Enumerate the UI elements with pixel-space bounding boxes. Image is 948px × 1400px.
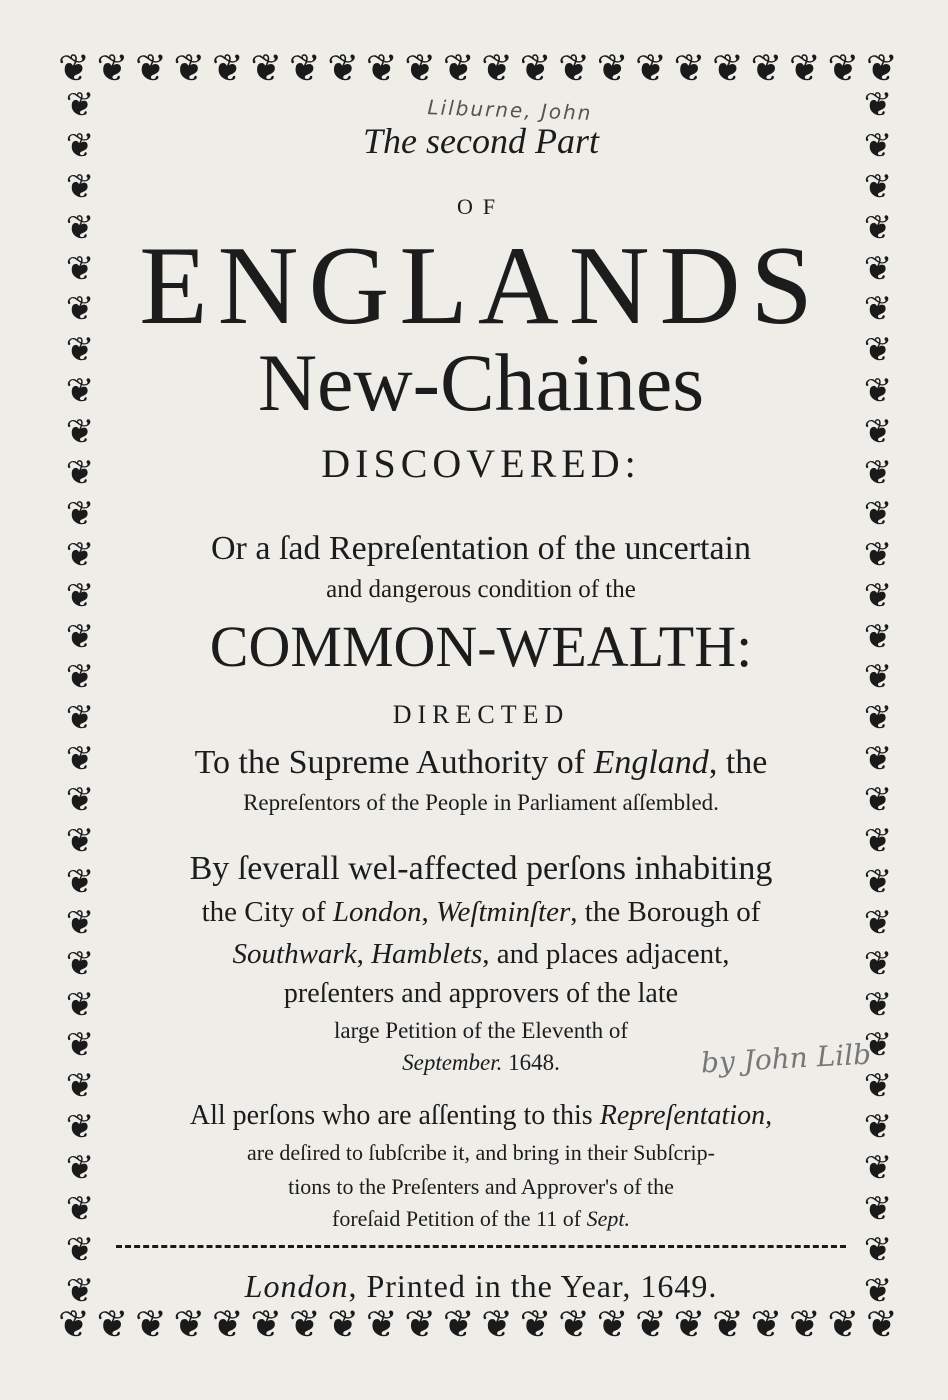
fleuron-ornament-icon: ❦ bbox=[96, 1302, 129, 1346]
fleuron-ornament-icon: ❦ bbox=[65, 657, 95, 698]
fleuron-ornament-icon: ❦ bbox=[863, 289, 893, 330]
fleuron-ornament-icon: ❦ bbox=[788, 46, 821, 90]
fleuron-ornament-icon: ❦ bbox=[65, 493, 95, 534]
fleuron-ornament-icon: ❦ bbox=[65, 248, 95, 289]
fleuron-ornament-icon: ❦ bbox=[211, 46, 244, 90]
fleuron-ornament-icon: ❦ bbox=[596, 46, 629, 90]
fleuron-ornament-icon: ❦ bbox=[863, 1025, 893, 1066]
fleuron-ornament-icon: ❦ bbox=[863, 943, 893, 984]
fleuron-ornament-icon: ❦ bbox=[863, 166, 893, 207]
directed-line-supreme-authority: To the Supreme Authority of England, the bbox=[194, 744, 768, 781]
fleuron-ornament-icon: ❦ bbox=[827, 46, 860, 90]
appeal-line-2: are deſired to ſubſcribe it, and bring in their Subſcrip- bbox=[247, 1140, 715, 1165]
fleuron-ornament-icon: ❦ bbox=[863, 984, 893, 1025]
directed-heading: DIRECTED bbox=[392, 700, 570, 729]
fleuron-ornament-icon: ❦ bbox=[65, 902, 95, 943]
ornamental-border-right bbox=[852, 88, 904, 1308]
fleuron-ornament-icon: ❦ bbox=[65, 1148, 95, 1189]
fleuron-ornament-icon: ❦ bbox=[863, 657, 893, 698]
fleuron-ornament-icon: ❦ bbox=[863, 821, 893, 862]
fleuron-ornament-icon: ❦ bbox=[65, 780, 95, 821]
fleuron-ornament-icon: ❦ bbox=[863, 248, 893, 289]
fleuron-ornament-icon: ❦ bbox=[519, 46, 552, 90]
fleuron-ornament-icon: ❦ bbox=[65, 984, 95, 1025]
fleuron-ornament-icon: ❦ bbox=[327, 46, 360, 90]
fleuron-ornament-icon: ❦ bbox=[673, 1302, 706, 1346]
fleuron-ornament-icon: ❦ bbox=[863, 698, 893, 739]
fleuron-ornament-icon: ❦ bbox=[750, 46, 783, 90]
divider-rule bbox=[116, 1245, 846, 1248]
fleuron-ornament-icon: ❦ bbox=[863, 1066, 893, 1107]
fleuron-ornament-icon: ❦ bbox=[65, 207, 95, 248]
fleuron-ornament-icon: ❦ bbox=[863, 493, 893, 534]
fleuron-ornament-icon: ❦ bbox=[635, 1302, 667, 1346]
fleuron-ornament-icon: ❦ bbox=[863, 1189, 893, 1230]
title-line-englands: ENGLANDS bbox=[139, 224, 823, 348]
fleuron-ornament-icon: ❦ bbox=[134, 1302, 167, 1346]
fleuron-ornament-icon: ❦ bbox=[65, 1229, 95, 1270]
fleuron-ornament-icon: ❦ bbox=[250, 46, 283, 90]
fleuron-ornament-icon: ❦ bbox=[863, 616, 893, 657]
fleuron-ornament-icon: ❦ bbox=[65, 1107, 95, 1148]
fleuron-ornament-icon: ❦ bbox=[65, 616, 95, 657]
fleuron-ornament-icon: ❦ bbox=[865, 1302, 898, 1346]
fleuron-ornament-icon: ❦ bbox=[558, 1302, 590, 1346]
authors-line-3: Southwark, Hamblets, and places adjacent, bbox=[232, 938, 730, 970]
fleuron-ornament-icon: ❦ bbox=[65, 821, 95, 862]
fleuron-ornament-icon: ❦ bbox=[65, 861, 95, 902]
fleuron-ornament-icon: ❦ bbox=[365, 46, 398, 90]
fleuron-ornament-icon: ❦ bbox=[863, 125, 893, 166]
fleuron-ornament-icon: ❦ bbox=[863, 861, 893, 902]
fleuron-ornament-icon: ❦ bbox=[863, 739, 893, 780]
fleuron-ornament-icon: ❦ bbox=[863, 412, 893, 453]
fleuron-ornament-icon: ❦ bbox=[65, 166, 95, 207]
fleuron-ornament-icon: ❦ bbox=[288, 1302, 321, 1346]
imprint-line: London, Printed in the Year, 1649. bbox=[244, 1268, 718, 1304]
fleuron-ornament-icon: ❦ bbox=[863, 330, 893, 371]
fleuron-ornament-icon: ❦ bbox=[365, 1302, 398, 1346]
fleuron-ornament-icon: ❦ bbox=[863, 575, 893, 616]
authors-line-date: September. 1648. bbox=[402, 1050, 560, 1075]
fleuron-ornament-icon: ❦ bbox=[519, 1302, 552, 1346]
fleuron-ornament-icon: ❦ bbox=[863, 902, 893, 943]
fleuron-ornament-icon: ❦ bbox=[327, 1302, 360, 1346]
fleuron-ornament-icon: ❦ bbox=[65, 534, 95, 575]
fleuron-ornament-icon: ❦ bbox=[65, 698, 95, 739]
fleuron-ornament-icon: ❦ bbox=[711, 1302, 744, 1346]
fleuron-ornament-icon: ❦ bbox=[863, 88, 893, 125]
fleuron-ornament-icon: ❦ bbox=[481, 1302, 513, 1346]
subtitle-line-2: and dangerous condition of the bbox=[326, 576, 636, 603]
fleuron-ornament-icon: ❦ bbox=[65, 739, 95, 780]
title-line-discovered: DISCOVERED: bbox=[321, 441, 641, 486]
title-line-new-chaines: New-Chaines bbox=[257, 337, 705, 428]
title-text-block bbox=[110, 90, 872, 1304]
fleuron-ornament-icon: ❦ bbox=[65, 1025, 95, 1066]
fleuron-ornament-icon: ❦ bbox=[65, 1189, 95, 1230]
ornamental-border-bottom bbox=[58, 1300, 898, 1348]
fleuron-ornament-icon: ❦ bbox=[96, 46, 129, 90]
title-line-second-part: The second Part bbox=[363, 121, 599, 161]
fleuron-ornament-icon: ❦ bbox=[288, 46, 321, 90]
authors-line-1: By ſeverall wel-affected perſons inhabiting bbox=[189, 850, 773, 887]
fleuron-ornament-icon: ❦ bbox=[404, 1302, 437, 1346]
subtitle-line-1: Or a ſad Repreſentation of the uncertain bbox=[211, 530, 751, 567]
fleuron-ornament-icon: ❦ bbox=[863, 1148, 893, 1189]
fleuron-ornament-icon: ❦ bbox=[442, 46, 475, 90]
fleuron-ornament-icon: ❦ bbox=[863, 1107, 893, 1148]
fleuron-ornament-icon: ❦ bbox=[65, 1066, 95, 1107]
fleuron-ornament-icon: ❦ bbox=[65, 575, 95, 616]
fleuron-ornament-icon: ❦ bbox=[65, 1270, 95, 1308]
appeal-line-4: foreſaid Petition of the 11 of Sept. bbox=[332, 1206, 630, 1231]
fleuron-ornament-icon: ❦ bbox=[65, 330, 95, 371]
fleuron-ornament-icon: ❦ bbox=[173, 1302, 206, 1346]
fleuron-ornament-icon: ❦ bbox=[788, 1302, 821, 1346]
fleuron-ornament-icon: ❦ bbox=[65, 289, 95, 330]
fleuron-ornament-icon: ❦ bbox=[750, 1302, 783, 1346]
fleuron-ornament-icon: ❦ bbox=[481, 46, 513, 90]
fleuron-ornament-icon: ❦ bbox=[65, 371, 95, 412]
fleuron-ornament-icon: ❦ bbox=[863, 453, 893, 494]
fleuron-ornament-icon: ❦ bbox=[65, 943, 95, 984]
fleuron-ornament-icon: ❦ bbox=[442, 1302, 475, 1346]
fleuron-ornament-icon: ❦ bbox=[558, 46, 590, 90]
fleuron-ornament-icon: ❦ bbox=[58, 1302, 90, 1346]
fleuron-ornament-icon: ❦ bbox=[134, 46, 167, 90]
fleuron-ornament-icon: ❦ bbox=[65, 88, 95, 125]
fleuron-ornament-icon: ❦ bbox=[863, 534, 893, 575]
fleuron-ornament-icon: ❦ bbox=[173, 46, 206, 90]
fleuron-ornament-icon: ❦ bbox=[635, 46, 667, 90]
subtitle-line-commonwealth: COMMON-WEALTH: bbox=[209, 614, 753, 679]
fleuron-ornament-icon: ❦ bbox=[863, 780, 893, 821]
fleuron-ornament-icon: ❦ bbox=[865, 46, 898, 90]
fleuron-ornament-icon: ❦ bbox=[58, 46, 90, 90]
directed-line-representors: Repreſentors of the People in Parliament aſſembled. bbox=[243, 790, 719, 815]
authors-line-4: preſenters and approvers of the late bbox=[283, 978, 679, 1009]
fleuron-ornament-icon: ❦ bbox=[673, 46, 706, 90]
fleuron-ornament-icon: ❦ bbox=[211, 1302, 244, 1346]
ornamental-border-top bbox=[58, 44, 898, 92]
fleuron-ornament-icon: ❦ bbox=[65, 453, 95, 494]
fleuron-ornament-icon: ❦ bbox=[863, 207, 893, 248]
fleuron-ornament-icon: ❦ bbox=[863, 1270, 893, 1308]
handwritten-signature: by John Lilb bbox=[700, 1037, 872, 1080]
authors-line-5: large Petition of the Eleventh of bbox=[333, 1018, 629, 1043]
fleuron-ornament-icon: ❦ bbox=[711, 46, 744, 90]
fleuron-ornament-icon: ❦ bbox=[827, 1302, 860, 1346]
title-line-of: OF bbox=[456, 194, 506, 219]
appeal-line-1: All perſons who are aſſenting to this Repreſentation, bbox=[189, 1100, 773, 1131]
fleuron-ornament-icon: ❦ bbox=[596, 1302, 629, 1346]
appeal-line-3: tions to the Preſenters and Approver's of the bbox=[288, 1174, 674, 1199]
fleuron-ornament-icon: ❦ bbox=[250, 1302, 283, 1346]
manuscript-annotation: Lilburne, John bbox=[427, 95, 593, 125]
fleuron-ornament-icon: ❦ bbox=[65, 125, 95, 166]
fleuron-ornament-icon: ❦ bbox=[863, 371, 893, 412]
fleuron-ornament-icon: ❦ bbox=[65, 412, 95, 453]
ornamental-border-left bbox=[54, 88, 106, 1308]
authors-line-2: the City of London, Weſtminſter, the Borough of bbox=[201, 896, 761, 928]
fleuron-ornament-icon: ❦ bbox=[404, 46, 437, 90]
fleuron-ornament-icon: ❦ bbox=[863, 1229, 893, 1270]
